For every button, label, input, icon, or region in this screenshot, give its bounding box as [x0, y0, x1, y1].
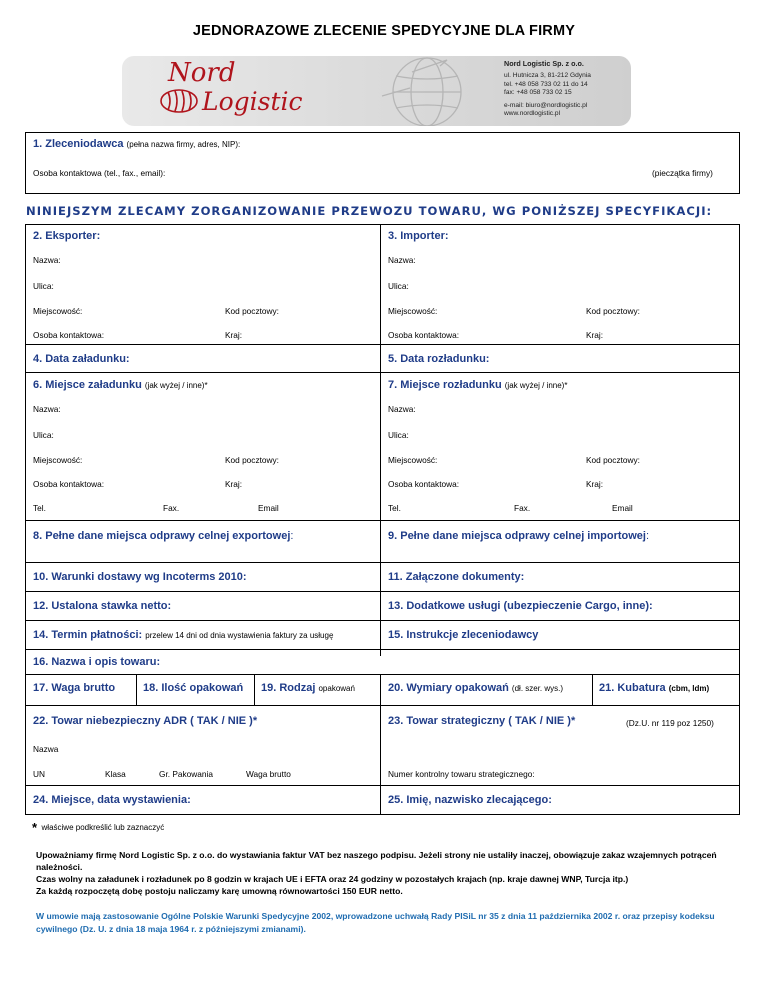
- unloading-fax-label[interactable]: Fax.: [514, 503, 531, 513]
- loading-email-label[interactable]: Email: [258, 503, 279, 513]
- company-www: www.nordlogistic.pl: [504, 110, 561, 118]
- company-fax: fax: +48 058 733 02 15: [504, 88, 572, 96]
- exporter-country-label[interactable]: Kraj:: [225, 330, 243, 340]
- adr-un-label[interactable]: UN: [33, 769, 45, 779]
- principal-heading: 1. Zleceniodawca (pełna nazwa firmy, adres, NIP):: [33, 138, 241, 150]
- order-banner: NINIEJSZYM ZLECAMY ZORGANIZOWANIE PRZEWOZU TOWARU, WG PONIŻSZEJ SPECYFIKACJI:: [26, 204, 713, 218]
- unloading-date-heading[interactable]: 5. Data rozładunku:: [388, 353, 490, 365]
- footnote: * właściwe podkreślić lub zaznaczyć: [32, 820, 165, 835]
- notice-paragraph-1: Upoważniamy firmę Nord Logistic Sp. z o.o. do wystawiania faktur VAT bez naszego podpisu. Jeżeli strony nie ustaliły inaczej, obowiązuje zakaz wzajemnych potrąceń należności.: [36, 850, 717, 872]
- extra-services-heading[interactable]: 13. Dodatkowe usługi (ubezpieczenie Cargo, inne):: [388, 600, 653, 612]
- company-header: [122, 56, 631, 126]
- company-address: [504, 60, 591, 119]
- exporter-postcode-label[interactable]: Kod pocztowy:: [225, 306, 279, 316]
- documents-heading[interactable]: 11. Załączone dokumenty:: [388, 571, 525, 583]
- logo-mark-icon: [158, 88, 200, 114]
- unloading-postcode-label[interactable]: Kod pocztowy:: [586, 455, 640, 465]
- package-type-heading[interactable]: 19. Rodzaj opakowań: [261, 682, 355, 694]
- issue-place-date-heading[interactable]: 24. Miejsce, data wystawienia:: [33, 794, 191, 806]
- importer-contact-label[interactable]: Osoba kontaktowa:: [388, 330, 460, 340]
- exporter-contact-label[interactable]: Osoba kontaktowa:: [33, 330, 105, 340]
- adr-packing-group-label[interactable]: Gr. Pakowania: [159, 769, 213, 779]
- exporter-city-label[interactable]: Miejscowość:: [33, 306, 83, 316]
- importer-street-label[interactable]: Ulica:: [388, 281, 409, 291]
- unloading-place-heading: 7. Miejsce rozładunku (jak wyżej / inne)*: [388, 379, 568, 391]
- loading-name-label[interactable]: Nazwa:: [33, 404, 61, 414]
- exporter-name-label[interactable]: Nazwa:: [33, 255, 61, 265]
- loading-country-label[interactable]: Kraj:: [225, 479, 243, 489]
- package-dimensions-heading[interactable]: 20. Wymiary opakowań (dł. szer. wys.): [388, 682, 564, 694]
- unloading-city-label[interactable]: Miejscowość:: [388, 455, 438, 465]
- volume-heading[interactable]: 21. Kubatura (cbm, ldm): [599, 682, 710, 694]
- company-tel: tel. +48 058 733 02 11 do 14: [504, 80, 588, 88]
- importer-country-label[interactable]: Kraj:: [586, 330, 604, 340]
- exporter-heading: 2. Eksporter:: [33, 230, 101, 242]
- gross-weight-heading[interactable]: 17. Waga brutto: [33, 682, 116, 694]
- company-street: ul. Hutnicza 3, 81-212 Gdynia: [504, 72, 591, 80]
- loading-city-label[interactable]: Miejscowość:: [33, 455, 83, 465]
- unloading-contact-label[interactable]: Osoba kontaktowa:: [388, 479, 460, 489]
- loading-place-heading: 6. Miejsce załadunku (jak wyżej / inne)*: [33, 379, 208, 391]
- orderer-name-heading[interactable]: 25. Imię, nazwisko zlecającego:: [388, 794, 552, 806]
- unloading-name-label[interactable]: Nazwa:: [388, 404, 416, 414]
- export-clearance-heading[interactable]: 8. Pełne dane miejsca odprawy celnej exportowej:: [33, 530, 294, 542]
- importer-postcode-label[interactable]: Kod pocztowy:: [586, 306, 640, 316]
- company-stamp-label: (pieczątka firmy): [652, 168, 713, 178]
- dangerous-goods-heading[interactable]: 22. Towar niebezpieczny ADR ( TAK / NIE )*: [33, 715, 258, 727]
- page-title: JEDNORAZOWE ZLECENIE SPEDYCYJNE DLA FIRMY: [192, 23, 576, 39]
- loading-contact-label[interactable]: Osoba kontaktowa:: [33, 479, 105, 489]
- unloading-tel-label[interactable]: Tel.: [388, 503, 401, 513]
- package-count-heading[interactable]: 18. Ilość opakowań: [143, 682, 244, 694]
- adr-class-label[interactable]: Klasa: [105, 769, 126, 779]
- loading-tel-label[interactable]: Tel.: [33, 503, 46, 513]
- importer-name-label[interactable]: Nazwa:: [388, 255, 416, 265]
- goods-description-heading[interactable]: 16. Nazwa i opis towaru:: [33, 656, 161, 668]
- adr-name-label[interactable]: Nazwa: [33, 744, 59, 754]
- loading-postcode-label[interactable]: Kod pocztowy:: [225, 455, 279, 465]
- unloading-country-label[interactable]: Kraj:: [586, 479, 604, 489]
- strategic-control-number-label[interactable]: Numer kontrolny towaru strategicznego:: [388, 769, 535, 779]
- import-clearance-heading[interactable]: 9. Pełne dane miejsca odprawy celnej importowej:: [388, 530, 650, 542]
- principal-contact-label: Osoba kontaktowa (tel., fax., email):: [33, 168, 166, 178]
- logo-nord: Nord: [168, 58, 236, 88]
- strategic-goods-law-ref: (Dz.U. nr 119 poz 1250): [626, 718, 714, 728]
- logo-logistic: Logistic: [202, 87, 303, 116]
- strategic-goods-heading[interactable]: 23. Towar strategiczny ( TAK / NIE )*: [388, 715, 576, 727]
- payment-terms-heading[interactable]: 14. Termin płatności: przelew 14 dni od dnia wystawienia faktury za usługę: [33, 629, 334, 641]
- notice-paragraph-3: Za każdą rozpoczętą dobę postoju naliczamy karę umowną równowartości 150 EUR netto.: [36, 886, 403, 896]
- legal-basis-text: W umowie mają zastosowanie Ogólne Polskie Warunki Spedycyjne 2002, wprowadzone uchwałą Rady PISiL nr 35 z dnia 11 października 2002 r. oraz przepisy kodeksu cywilnego (Dz. U. z dnia 18 maja 1964 r. z późniejszymi zmianami).: [36, 911, 715, 934]
- company-email: e-mail: biuro@nordlogistic.pl: [504, 102, 588, 110]
- loading-street-label[interactable]: Ulica:: [33, 430, 54, 440]
- globe-icon: [352, 56, 502, 126]
- adr-gross-weight-label[interactable]: Waga brutto: [246, 769, 291, 779]
- instructions-heading[interactable]: 15. Instrukcje zleceniodawcy: [388, 629, 539, 641]
- loading-date-heading[interactable]: 4. Data załadunku:: [33, 353, 130, 365]
- company-name: Nord Logistic Sp. z o.o.: [504, 59, 584, 68]
- unloading-email-label[interactable]: Email: [612, 503, 633, 513]
- unloading-street-label[interactable]: Ulica:: [388, 430, 409, 440]
- notice-paragraph-2: Czas wolny na załadunek i rozładunek po 8 godzin w krajach UE i EFTA oraz 24 godziny w pozostałych krajach (np. kraje dawnej WNP, Turcja itp.): [36, 874, 629, 884]
- exporter-street-label[interactable]: Ulica:: [33, 281, 54, 291]
- net-rate-heading[interactable]: 12. Ustalona stawka netto:: [33, 600, 172, 612]
- loading-fax-label[interactable]: Fax.: [163, 503, 180, 513]
- importer-city-label[interactable]: Miejscowość:: [388, 306, 438, 316]
- incoterms-heading[interactable]: 10. Warunki dostawy wg Incoterms 2010:: [33, 571, 247, 583]
- importer-heading: 3. Importer:: [388, 230, 449, 242]
